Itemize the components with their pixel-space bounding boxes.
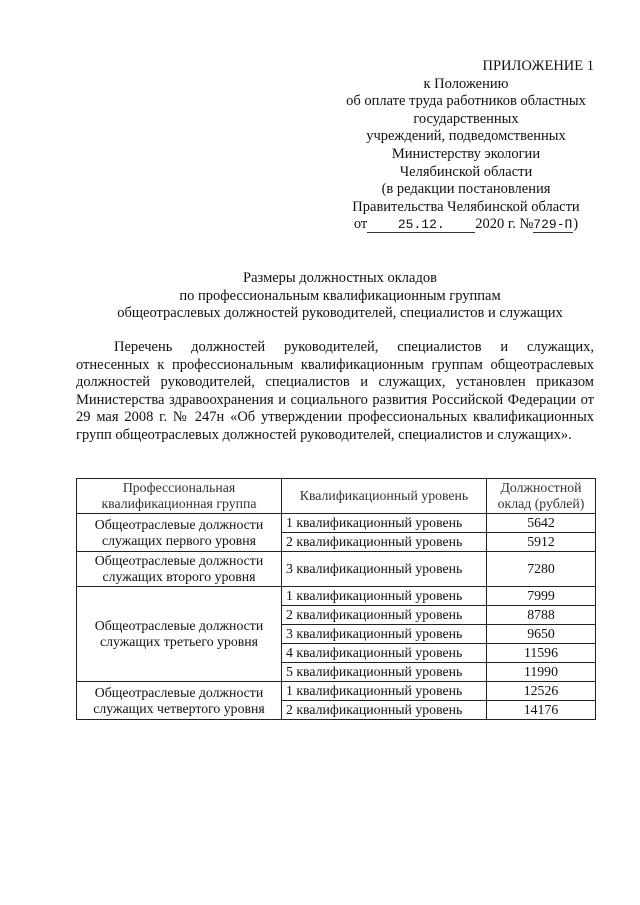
appendix-line: к Положению — [423, 75, 509, 92]
heading-line: Размеры должностных окладов — [243, 270, 437, 286]
salary-cell: 5642 — [487, 514, 596, 533]
salary-cell: 8788 — [487, 606, 596, 625]
appendix-line: Министерству экологии — [391, 145, 541, 162]
intro-paragraph: Перечень должностей руководителей, специалистов и служащих, отнесенных к профессиональным квалификационным группам общеотраслевых должностей руководителей, специалистов и служащих, установлен приказом Министерства здравоохранения и социального развития Российской Федерации от 29 мая 2008 г. № 247н «Об утверждении профессиональных квалификационных групп общеотраслевых должностей руководителей, специалистов и служащих». — [76, 339, 594, 443]
level-cell: 3 квалификационный уровень — [282, 552, 487, 587]
date-prefix: от — [353, 216, 368, 233]
level-cell: 1 квалификационный уровень — [282, 514, 487, 533]
salary-cell: 14176 — [487, 701, 596, 720]
heading-line: общеотраслевых должностей руководителей, специалистов и служащих — [117, 305, 563, 322]
table-row — [77, 587, 596, 606]
salary-cell: 5912 — [487, 533, 596, 552]
level-cell: 2 квалификационный уровень — [282, 701, 487, 720]
salary-cell: 9650 — [487, 625, 596, 644]
group-cell: Общеотраслевые должности служащих четвертого уровня — [77, 682, 282, 720]
salary-cell: 12526 — [487, 682, 596, 701]
level-cell: 4 квалификационный уровень — [282, 644, 487, 663]
year-text: 2020 г. № — [475, 216, 534, 233]
appendix-line: (в редакции постановления — [381, 181, 551, 198]
closing-paren: ) — [573, 216, 579, 233]
table-row — [77, 552, 596, 587]
salary-cell: 7999 — [487, 587, 596, 606]
appendix-line: об оплате труда работников областных — [346, 93, 586, 110]
appendix-line: государственных — [413, 110, 519, 127]
group-cell: Общеотраслевые должности служащих третьего уровня — [77, 587, 282, 682]
table-row — [77, 514, 596, 533]
appendix-title: ПРИЛОЖЕНИЕ 1 — [482, 58, 594, 74]
level-cell: 2 квалификационный уровень — [282, 606, 487, 625]
resolution-date-line — [330, 216, 602, 234]
group-cell: Общеотраслевые должности служащих второго уровня — [77, 552, 282, 587]
appendix-line: Челябинской области — [399, 163, 533, 180]
level-cell: 2 квалификационный уровень — [282, 533, 487, 552]
header-group: Профессиональная квалификационная группа — [77, 479, 282, 514]
salary-cell: 11990 — [487, 663, 596, 682]
resolution-number: 729-П — [533, 217, 573, 233]
heading-line: по профессиональным квалификационным группам — [179, 287, 501, 304]
level-cell: 1 квалификационный уровень — [282, 587, 487, 606]
table-header-row — [77, 479, 596, 514]
appendix-block — [330, 58, 602, 234]
salary-table — [76, 478, 596, 720]
appendix-line: учреждений, подведомственных — [366, 128, 566, 145]
resolution-date: 25.12. — [367, 218, 475, 233]
header-level: Квалификационный уровень — [282, 479, 487, 514]
level-cell: 5 квалификационный уровень — [282, 663, 487, 682]
table-row — [77, 682, 596, 701]
salary-cell: 11596 — [487, 644, 596, 663]
document-heading — [60, 270, 620, 323]
level-cell: 3 квалификационный уровень — [282, 625, 487, 644]
salary-cell: 7280 — [487, 552, 596, 587]
group-cell: Общеотраслевые должности служащих первого уровня — [77, 514, 282, 552]
level-cell: 1 квалификационный уровень — [282, 682, 487, 701]
appendix-line: Правительства Челябинской области — [352, 198, 580, 215]
header-salary: Должностной оклад (рублей) — [487, 479, 596, 514]
